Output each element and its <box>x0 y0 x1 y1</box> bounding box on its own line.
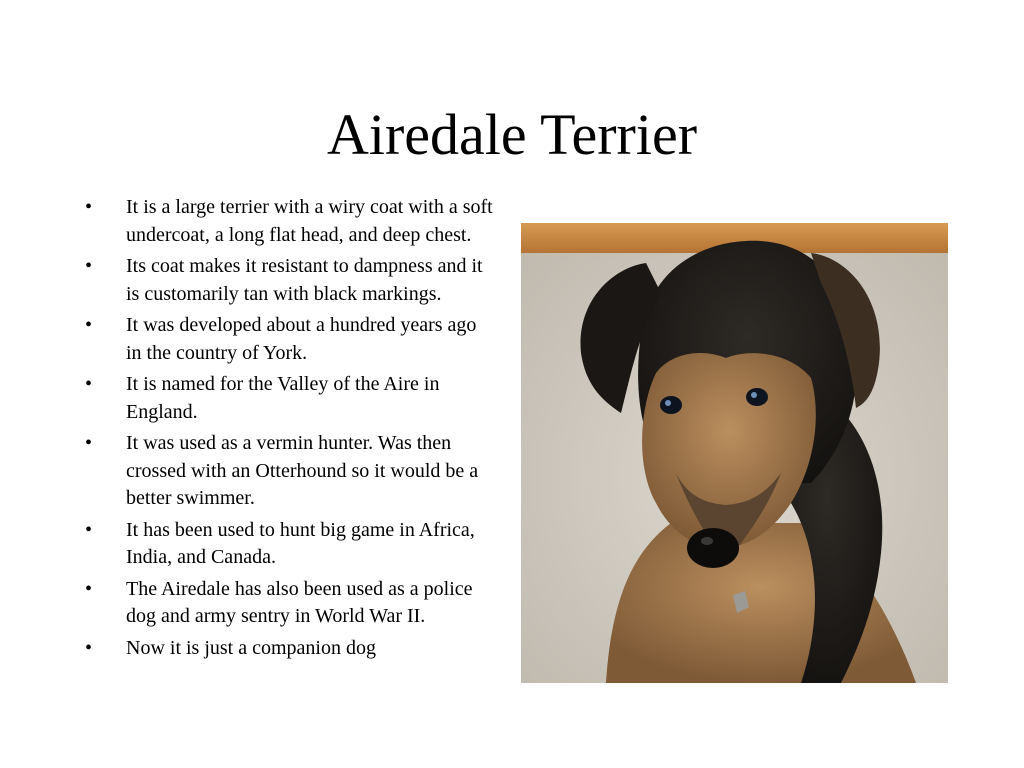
bullet-item <box>85 576 495 631</box>
bullet-text: Its coat makes it resistant to dampness and it is customarily tan with black markings. <box>126 255 483 305</box>
nose-highlight <box>701 537 713 545</box>
bullet-item <box>85 194 495 249</box>
puppy-nose <box>687 528 739 568</box>
bullet-text: It has been used to hunt big game in Africa, India, and Canada. <box>126 518 475 568</box>
puppy-right-eye <box>746 388 768 406</box>
eye-highlight <box>665 400 671 406</box>
puppy-left-eye <box>660 396 682 414</box>
bullet-item <box>85 517 495 572</box>
bullet-text: It is named for the Valley of the Aire in England. <box>126 373 440 423</box>
bullet-glyph: • <box>85 636 93 659</box>
bullet-glyph: • <box>85 196 93 218</box>
bullet-list <box>85 194 495 666</box>
bullet-glyph: • <box>85 373 93 395</box>
bullet-glyph: • <box>85 432 93 454</box>
airedale-puppy-photo <box>521 223 948 683</box>
bullet-text: Now it is just a companion dog <box>126 636 376 659</box>
bullet-text: It is a large terrier with a wiry coat with a soft undercoat, a long flat head, and deep chest. <box>126 196 493 246</box>
bullet-item <box>85 635 495 663</box>
slide-title: Airedale Terrier <box>326 102 698 167</box>
puppy-illustration <box>521 223 948 683</box>
bullet-glyph: • <box>85 314 93 336</box>
bullet-glyph: • <box>85 577 93 600</box>
bullet-glyph: • <box>85 255 93 277</box>
eye-highlight <box>751 392 757 398</box>
bullet-item <box>85 312 495 367</box>
bullet-item <box>85 371 495 426</box>
bullet-text: It was used as a vermin hunter. Was then crossed with an Otterhound so it would be a better swimmer. <box>126 432 479 509</box>
bullet-text: The Airedale has also been used as a police dog and army sentry in World War II. <box>126 577 473 627</box>
bullet-glyph: • <box>85 518 93 541</box>
bullet-item <box>85 253 495 308</box>
bullet-item <box>85 430 495 513</box>
bullet-text: It was developed about a hundred years ago in the country of York. <box>126 314 477 364</box>
